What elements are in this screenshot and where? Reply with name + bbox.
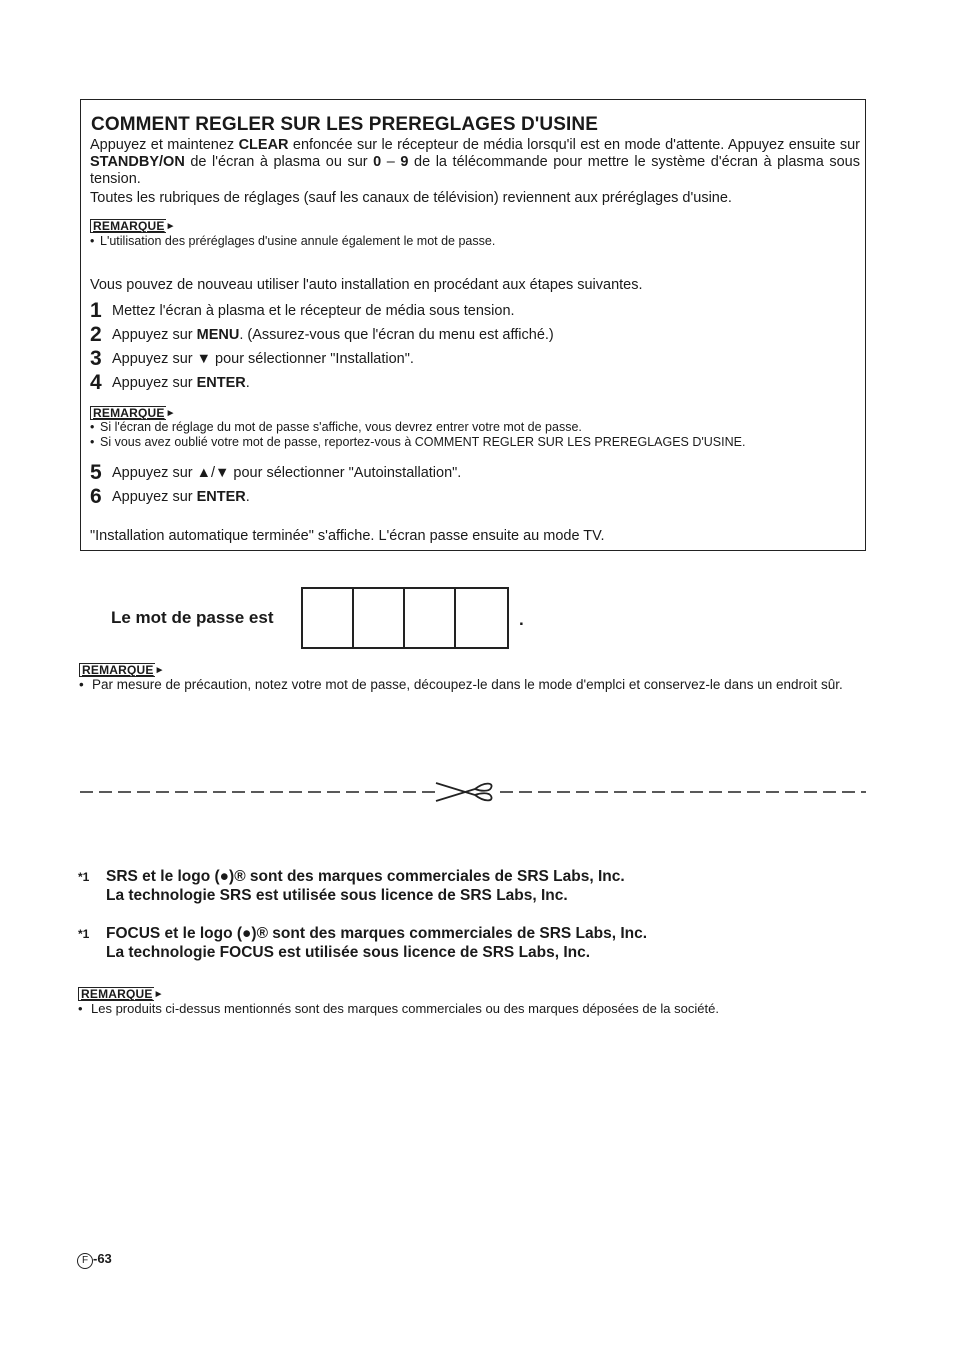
page-number-text: -63 xyxy=(93,1251,112,1266)
focus-trademark-line1: FOCUS et le logo (●)® sont des marques commerciales de SRS Labs, Inc. xyxy=(106,925,648,942)
text-segment: enfoncée sur le récepteur de média lorsqu'il est en mode d'attente. Appuyez ensuite sur xyxy=(288,137,860,153)
text-segment: . xyxy=(245,375,250,391)
password-digit-box xyxy=(354,589,405,647)
remark-label: REMARQUE xyxy=(90,219,166,233)
text-segment: de la télécommande pour mettre le système d'écran à plasma sous tension. xyxy=(90,154,860,187)
text-segment: Appuyez sur ▲/▼ pour sélectionner "Autoinstallation". xyxy=(112,465,462,481)
password-remark-text: Par mesure de précaution, notez votre mot de passe, découpez-le dans le mode d'emplci et conservez-le dans un endroit sûr. xyxy=(92,677,843,692)
text-segment: . xyxy=(245,489,250,505)
remark-note-text: Si l'écran de réglage du mot de passe s'affiche, vous devrez entrer votre mot de passe. xyxy=(100,420,582,434)
arrow-right-icon: ► xyxy=(154,665,165,676)
srs-trademark-line2: La technologie SRS est utilisée sous licence de SRS Labs, Inc. xyxy=(106,887,568,904)
arrow-right-icon: ► xyxy=(165,221,176,232)
step-item xyxy=(90,485,461,509)
text-segment: Appuyez sur xyxy=(112,489,197,505)
bold-keyword: ENTER xyxy=(196,489,246,505)
steps-list-a xyxy=(90,299,554,395)
intro-paragraph xyxy=(90,137,860,188)
bold-keyword: 0 xyxy=(373,154,382,170)
bold-keyword: STANDBY/ON xyxy=(90,154,185,170)
text-segment: de l'écran à plasma ou sur xyxy=(184,154,374,170)
password-label: Le mot de passe est xyxy=(111,608,274,627)
password-boxes xyxy=(301,587,509,649)
step-text xyxy=(112,303,515,319)
footnote-marker: *1 xyxy=(78,927,90,941)
bold-keyword: 9 xyxy=(400,154,409,170)
remark-note xyxy=(90,435,745,450)
page-number xyxy=(77,1251,112,1269)
text-segment: Mettez l'écran à plasma et le récepteur de média sous tension. xyxy=(112,303,515,319)
password-digit-box xyxy=(303,589,354,647)
step-number: 2 xyxy=(90,323,102,346)
bullet-icon: • xyxy=(90,420,95,434)
step-item xyxy=(90,371,554,395)
srs-trademark xyxy=(78,867,878,905)
step-number: 3 xyxy=(90,347,102,370)
remark-note-text: Si vous avez oublié votre mot de passe, reportez-vous à COMMENT REGLER SUR LES PREREGLAGES D'USINE. xyxy=(100,435,746,449)
remark-label: REMARQUE xyxy=(78,987,154,1001)
password-digit-box xyxy=(456,589,507,647)
text-segment: Appuyez sur ▼ pour sélectionner "Installation". xyxy=(112,351,414,367)
bullet-icon: • xyxy=(90,435,95,449)
scissors-icon xyxy=(436,783,492,801)
remark-note-1-text: L'utilisation des préréglages d'usine annule également le mot de passe. xyxy=(100,234,496,248)
bold-keyword: ENTER xyxy=(196,375,246,391)
steps-list-b xyxy=(90,461,461,509)
trademark-remark xyxy=(78,1001,719,1017)
step-number: 1 xyxy=(90,299,102,322)
step-text xyxy=(112,489,250,505)
auto-install-intro: Vous pouvez de nouveau utiliser l'auto installation en procédant aux étapes suivantes. xyxy=(90,277,643,293)
step-item xyxy=(90,299,554,323)
section-title: COMMENT REGLER SUR LES PREREGLAGES D'USINE xyxy=(91,114,598,135)
text-segment: Appuyez et maintenez xyxy=(90,137,239,153)
text-segment: Appuyez sur xyxy=(112,375,197,391)
closing-text: "Installation automatique terminée" s'affiche. L'écran passe ensuite au mode TV. xyxy=(90,528,605,544)
password-dot: . xyxy=(519,610,524,629)
step-item xyxy=(90,347,554,371)
remark-label: REMARQUE xyxy=(90,406,166,420)
focus-trademark xyxy=(78,924,878,962)
footnote-marker: *1 xyxy=(78,870,90,884)
text-segment: Appuyez sur xyxy=(112,327,197,343)
password-remark xyxy=(79,677,868,693)
language-badge: F xyxy=(77,1253,93,1269)
text-segment: . (Assurez-vous que l'écran du menu est affiché.) xyxy=(239,327,554,343)
cut-line xyxy=(80,780,866,804)
remark-note xyxy=(90,420,745,435)
remark-notes-2 xyxy=(90,420,745,450)
factory-preset-section xyxy=(80,99,866,551)
text-segment: – xyxy=(381,154,401,170)
step-text xyxy=(112,327,554,343)
bold-keyword: MENU xyxy=(196,327,240,343)
intro-paragraph-text xyxy=(90,137,860,187)
remark-header-1 xyxy=(90,217,176,235)
step-text xyxy=(112,351,414,367)
bullet-icon: • xyxy=(79,677,84,692)
srs-trademark-line1: SRS et le logo (●)® sont des marques commerciales de SRS Labs, Inc. xyxy=(106,868,625,885)
focus-trademark-line2: La technologie FOCUS est utilisée sous licence de SRS Labs, Inc. xyxy=(106,944,591,961)
step-text xyxy=(112,375,250,391)
arrow-right-icon: ► xyxy=(165,408,176,419)
step-number: 6 xyxy=(90,485,102,508)
step-number: 4 xyxy=(90,371,102,394)
arrow-right-icon: ► xyxy=(153,989,164,1000)
step-item xyxy=(90,323,554,347)
password-digit-box xyxy=(405,589,456,647)
bullet-icon: • xyxy=(90,234,95,248)
reset-paragraph: Toutes les rubriques de réglages (sauf les canaux de télévision) reviennent aux préréglages d'usine. xyxy=(90,190,732,206)
step-number: 5 xyxy=(90,461,102,484)
remark-label: REMARQUE xyxy=(79,663,155,677)
bold-keyword: CLEAR xyxy=(238,137,289,153)
remark-note-1 xyxy=(90,234,495,249)
bullet-icon: • xyxy=(78,1001,83,1016)
step-item xyxy=(90,461,461,485)
step-text xyxy=(112,465,461,481)
trademark-remark-text: Les produits ci-dessus mentionnés sont des marques commerciales ou des marques déposées de la société. xyxy=(91,1001,719,1016)
